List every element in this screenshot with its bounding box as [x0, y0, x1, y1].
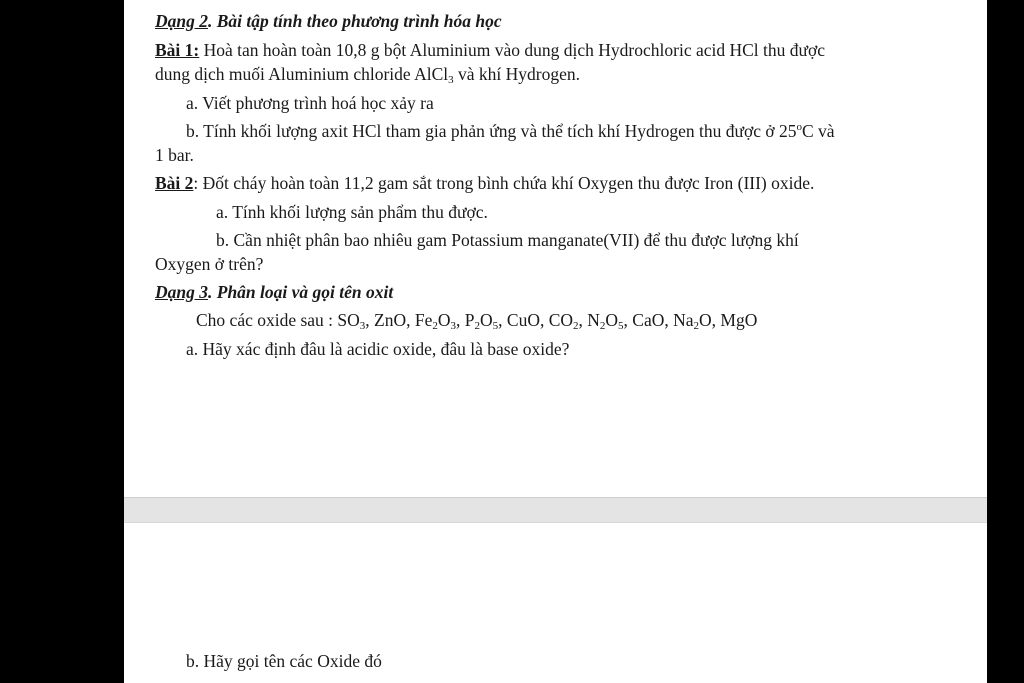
oxide-formula-part: $Na_2$	[673, 310, 700, 332]
bai2-line	[155, 173, 814, 193]
bai1-b-end: C và	[801, 121, 835, 141]
oxide-formula-part: $Fe_2$	[414, 310, 438, 332]
oxide-formula-part: $P_2$	[464, 310, 480, 332]
oxide-formulas	[337, 310, 757, 330]
dang3-label: Dạng 3	[155, 282, 208, 302]
oxide-list-intro: Cho các oxide sau :	[196, 310, 338, 330]
page-separator	[124, 497, 987, 523]
bai1-text: Hoà tan hoàn toàn 10,8 g bột Aluminium vào dung dịch Hydrochloric acid HCl thu được	[199, 40, 826, 60]
bai1-line1	[155, 40, 825, 60]
bai1-line2-text: dung dịch muối Aluminium chloride AlCl	[155, 64, 449, 84]
bai1-line2	[155, 64, 580, 84]
oxide-formula-part: CaO,	[632, 310, 674, 330]
dang2-title: . Bài tập tính theo phương trình hóa học	[208, 11, 502, 31]
bai1-question-b-cont: 1 bar.	[155, 145, 194, 165]
dang2-heading	[155, 11, 502, 31]
bai1-b-text: b. Tính khối lượng axit HCl tham gia phản ứng và thể tích khí Hydrogen thu được ở 25	[186, 121, 797, 141]
bai2-question-b: b. Cần nhiệt phân bao nhiêu gam Potassium manganate(VII) để thu được lượng khí	[216, 230, 799, 250]
bai1-question-b	[186, 121, 835, 141]
bai2-label: Bài 2	[155, 173, 194, 193]
oxide-formula-part: $CO_2$,	[548, 310, 588, 332]
degree-superscript: o	[796, 121, 802, 133]
bai2-question-b-cont: Oxygen ở trên?	[155, 254, 264, 274]
alcl3-subscript: 3	[448, 74, 454, 86]
oxide-formula-part: $SO_3$,	[337, 310, 375, 332]
bai1-line2-end: và khí Hydrogen.	[453, 64, 580, 84]
dang2-label: Dạng 2	[155, 11, 208, 31]
oxide-formula-part: O,	[699, 310, 721, 330]
oxide-formula-part: $N_2$	[587, 310, 606, 332]
oxide-formula-part: MgO	[720, 310, 758, 330]
oxide-formula-part: ZnO,	[374, 310, 415, 330]
dang3-question-b: b. Hãy gọi tên các Oxide đó	[186, 651, 382, 671]
oxide-formula-part: $O_5$,	[605, 310, 633, 332]
bai1-label: Bài 1:	[155, 40, 200, 60]
oxide-list	[196, 310, 757, 330]
bai2-text: : Đốt cháy hoàn toàn 11,2 gam sắt trong bình chứa khí Oxygen thu được Iron (III) oxide.	[193, 173, 815, 193]
oxide-formula-part: $O_5$,	[480, 310, 507, 332]
dang3-heading	[155, 282, 393, 302]
bai1-question-a: a. Viết phương trình hoá học xảy ra	[186, 93, 434, 113]
oxide-formula-part: CuO,	[506, 310, 549, 330]
dang3-question-a: a. Hãy xác định đâu là acidic oxide, đâu là base oxide?	[186, 339, 570, 359]
oxide-formula-part: $O_3$,	[437, 310, 465, 332]
dang3-title: . Phân loại và gọi tên oxit	[208, 282, 394, 302]
bai2-question-a: a. Tính khối lượng sản phẩm thu được.	[216, 202, 488, 222]
